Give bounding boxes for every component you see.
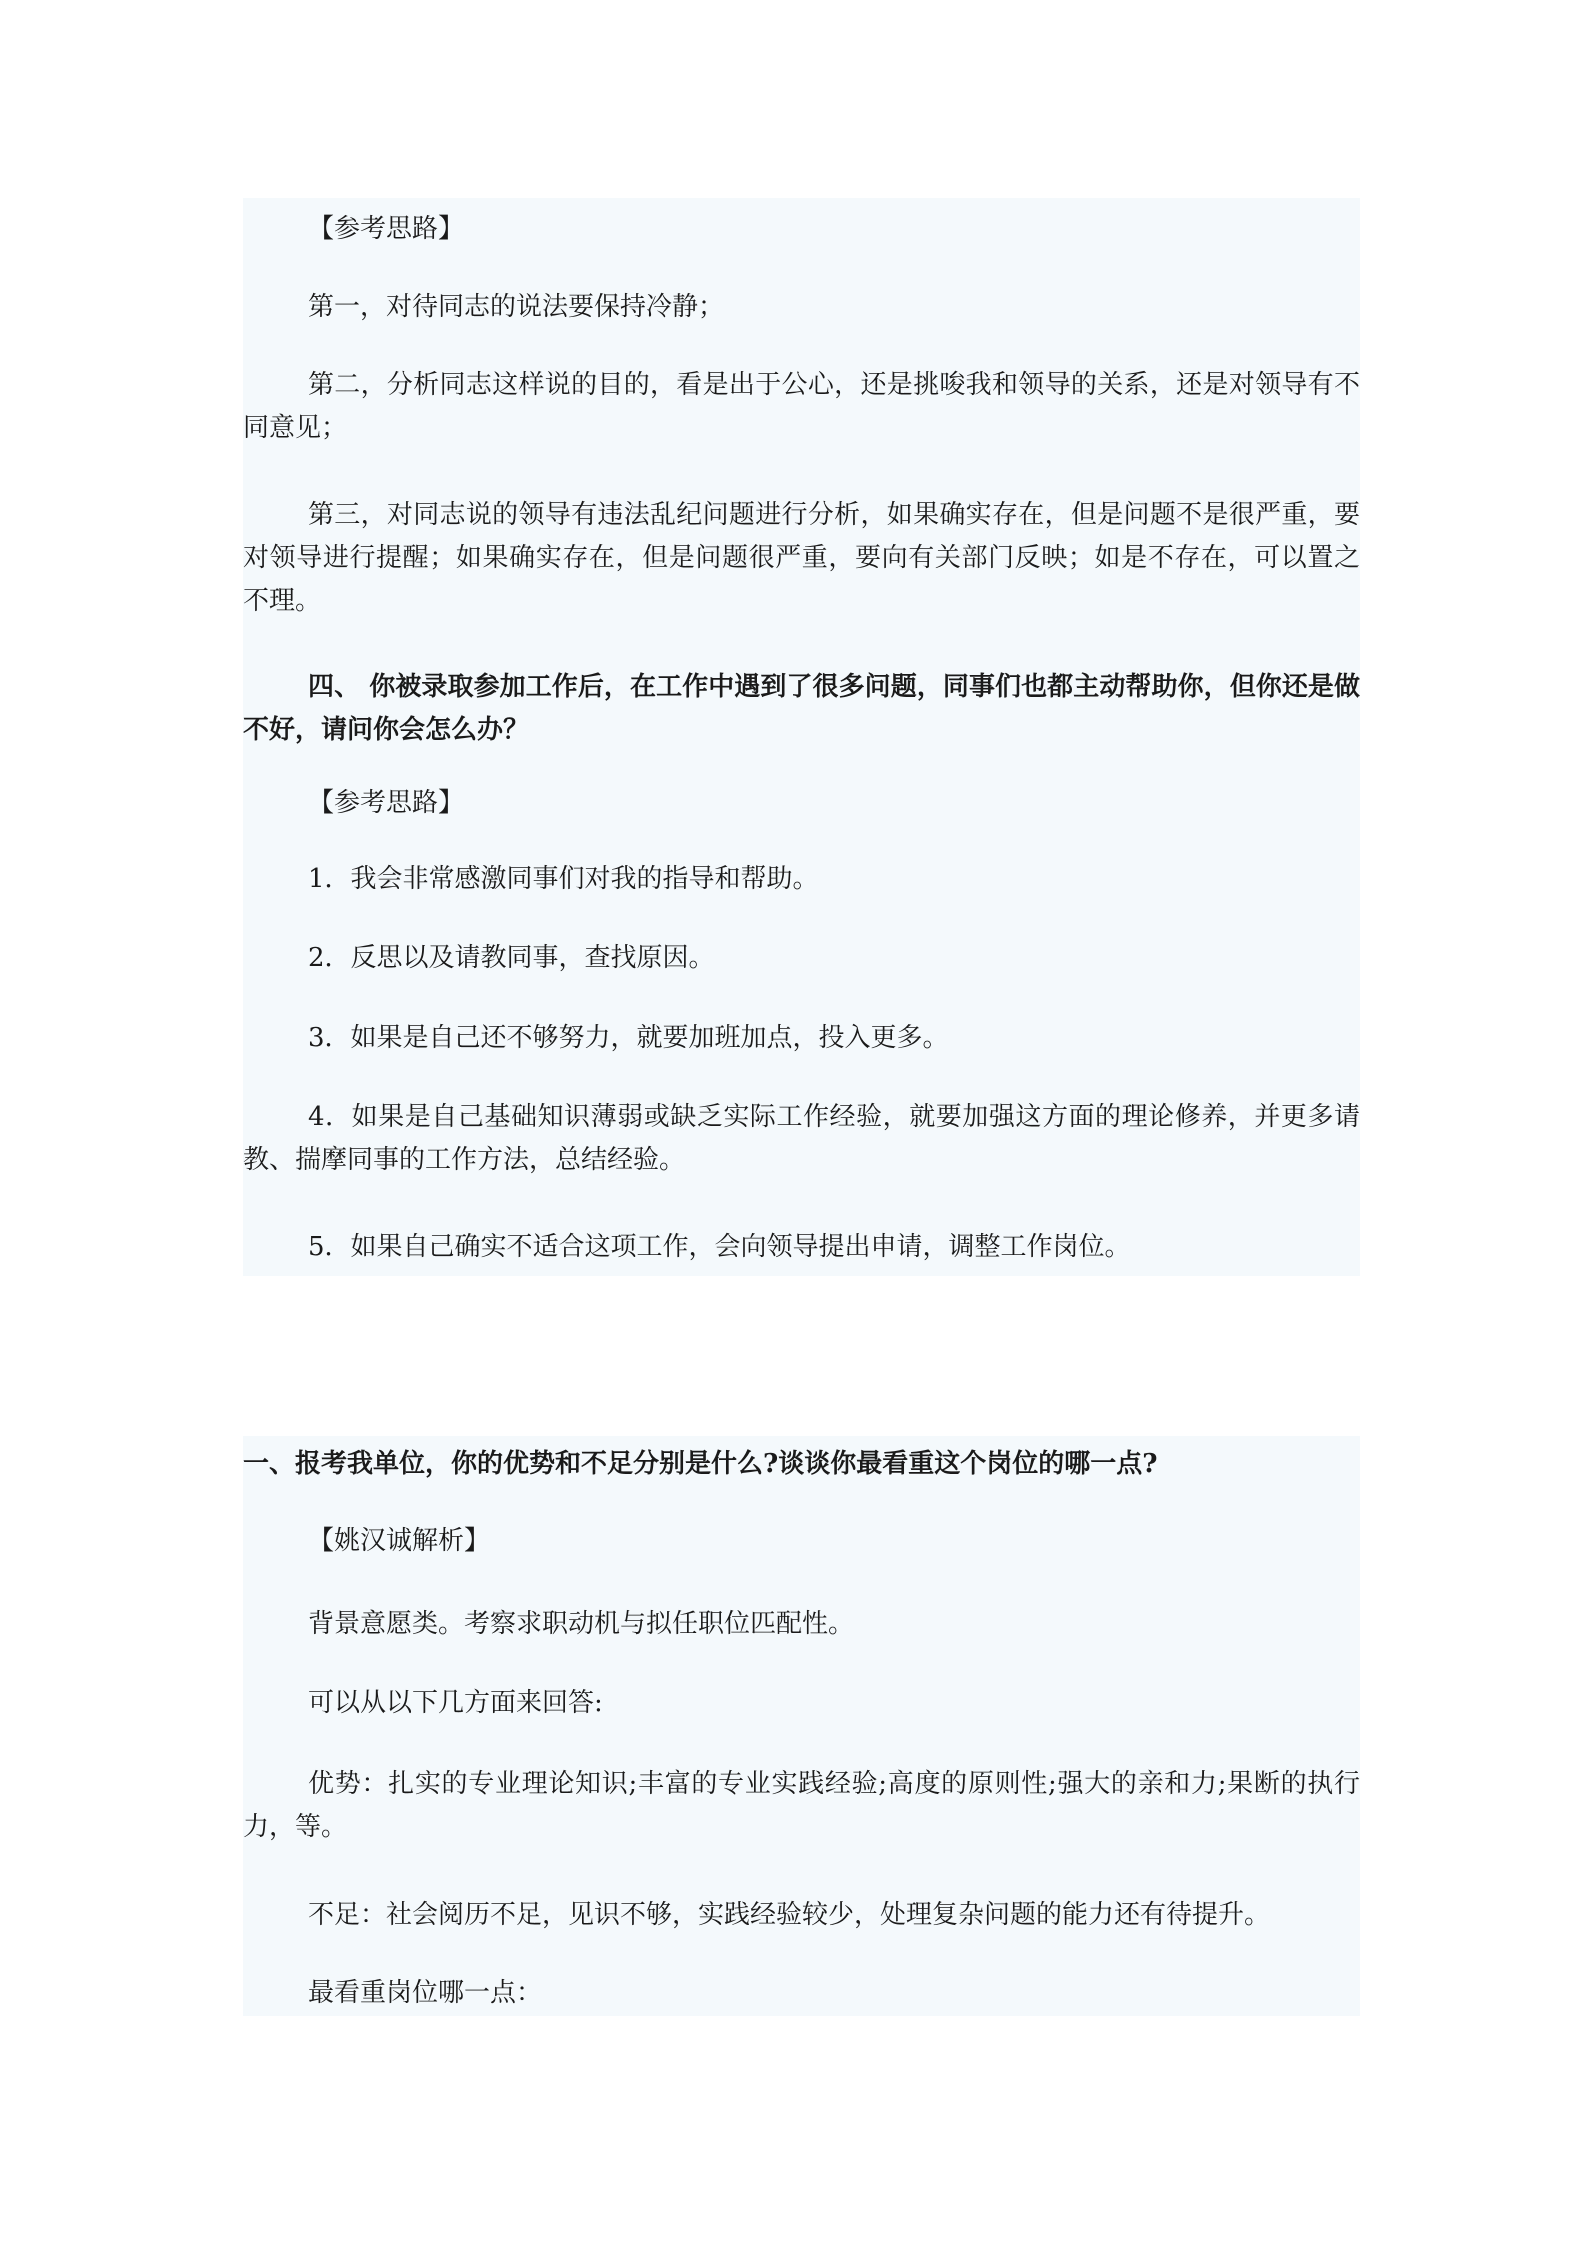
paragraph-background: 背景意愿类。考察求职动机与拟任职位匹配性。 bbox=[308, 1609, 855, 1639]
paragraph-focus: 最看重岗位哪一点： bbox=[308, 1978, 543, 2008]
question-one: 一、报考我单位，你的优势和不足分别是什么?谈谈你最看重这个岗位的哪一点? bbox=[243, 1449, 1158, 1479]
reference-label: 【参考思路】 bbox=[308, 788, 465, 818]
answer-block-section-a bbox=[243, 198, 1360, 1276]
list-item: 5．如果自己确实不适合这项工作，会向领导提出申请，调整工作岗位。 bbox=[308, 1232, 1131, 1262]
paragraph-approach: 可以从以下几方面来回答: bbox=[308, 1688, 603, 1718]
list-item: 2．反思以及请教同事，查找原因。 bbox=[308, 943, 715, 973]
paragraph-weaknesses: 不足：社会阅历不足，见识不够，实践经验较少，处理复杂问题的能力还有待提升。 bbox=[308, 1900, 1271, 1930]
paragraph-first: 第一，对待同志的说法要保持冷静； bbox=[308, 292, 725, 322]
paragraph-second: 第二，分析同志这样说的目的，看是出于公心，还是挑唆我和领导的关系，还是对领导有不同意见； bbox=[243, 370, 1360, 443]
paragraph-strengths: 优势：扎实的专业理论知识;丰富的专业实践经验;高度的原则性;强大的亲和力;果断的执行力，等。 bbox=[243, 1769, 1360, 1842]
list-item: 3．如果是自己还不够努力，就要加班加点，投入更多。 bbox=[308, 1023, 949, 1053]
list-item: 4．如果是自己基础知识薄弱或缺乏实际工作经验，就要加强这方面的理论修养，并更多请教、揣摩同事的工作方法，总结经验。 bbox=[243, 1102, 1360, 1175]
paragraph-third: 第三，对同志说的领导有违法乱纪问题进行分析，如果确实存在，但是问题不是很严重，要对领导进行提醒；如果确实存在，但是问题很严重，要向有关部门反映；如是不存在，可以置之不理。 bbox=[243, 500, 1360, 616]
question-four: 四、 你被录取参加工作后，在工作中遇到了很多问题，同事们也都主动帮助你，但你还是做不好，请问你会怎么办？ bbox=[243, 672, 1360, 745]
analysis-label: 【姚汉诚解析】 bbox=[308, 1526, 491, 1556]
answer-block-section-b bbox=[243, 1436, 1360, 2016]
list-item: 1．我会非常感激同事们对我的指导和帮助。 bbox=[308, 864, 819, 894]
reference-label: 【参考思路】 bbox=[308, 214, 465, 244]
